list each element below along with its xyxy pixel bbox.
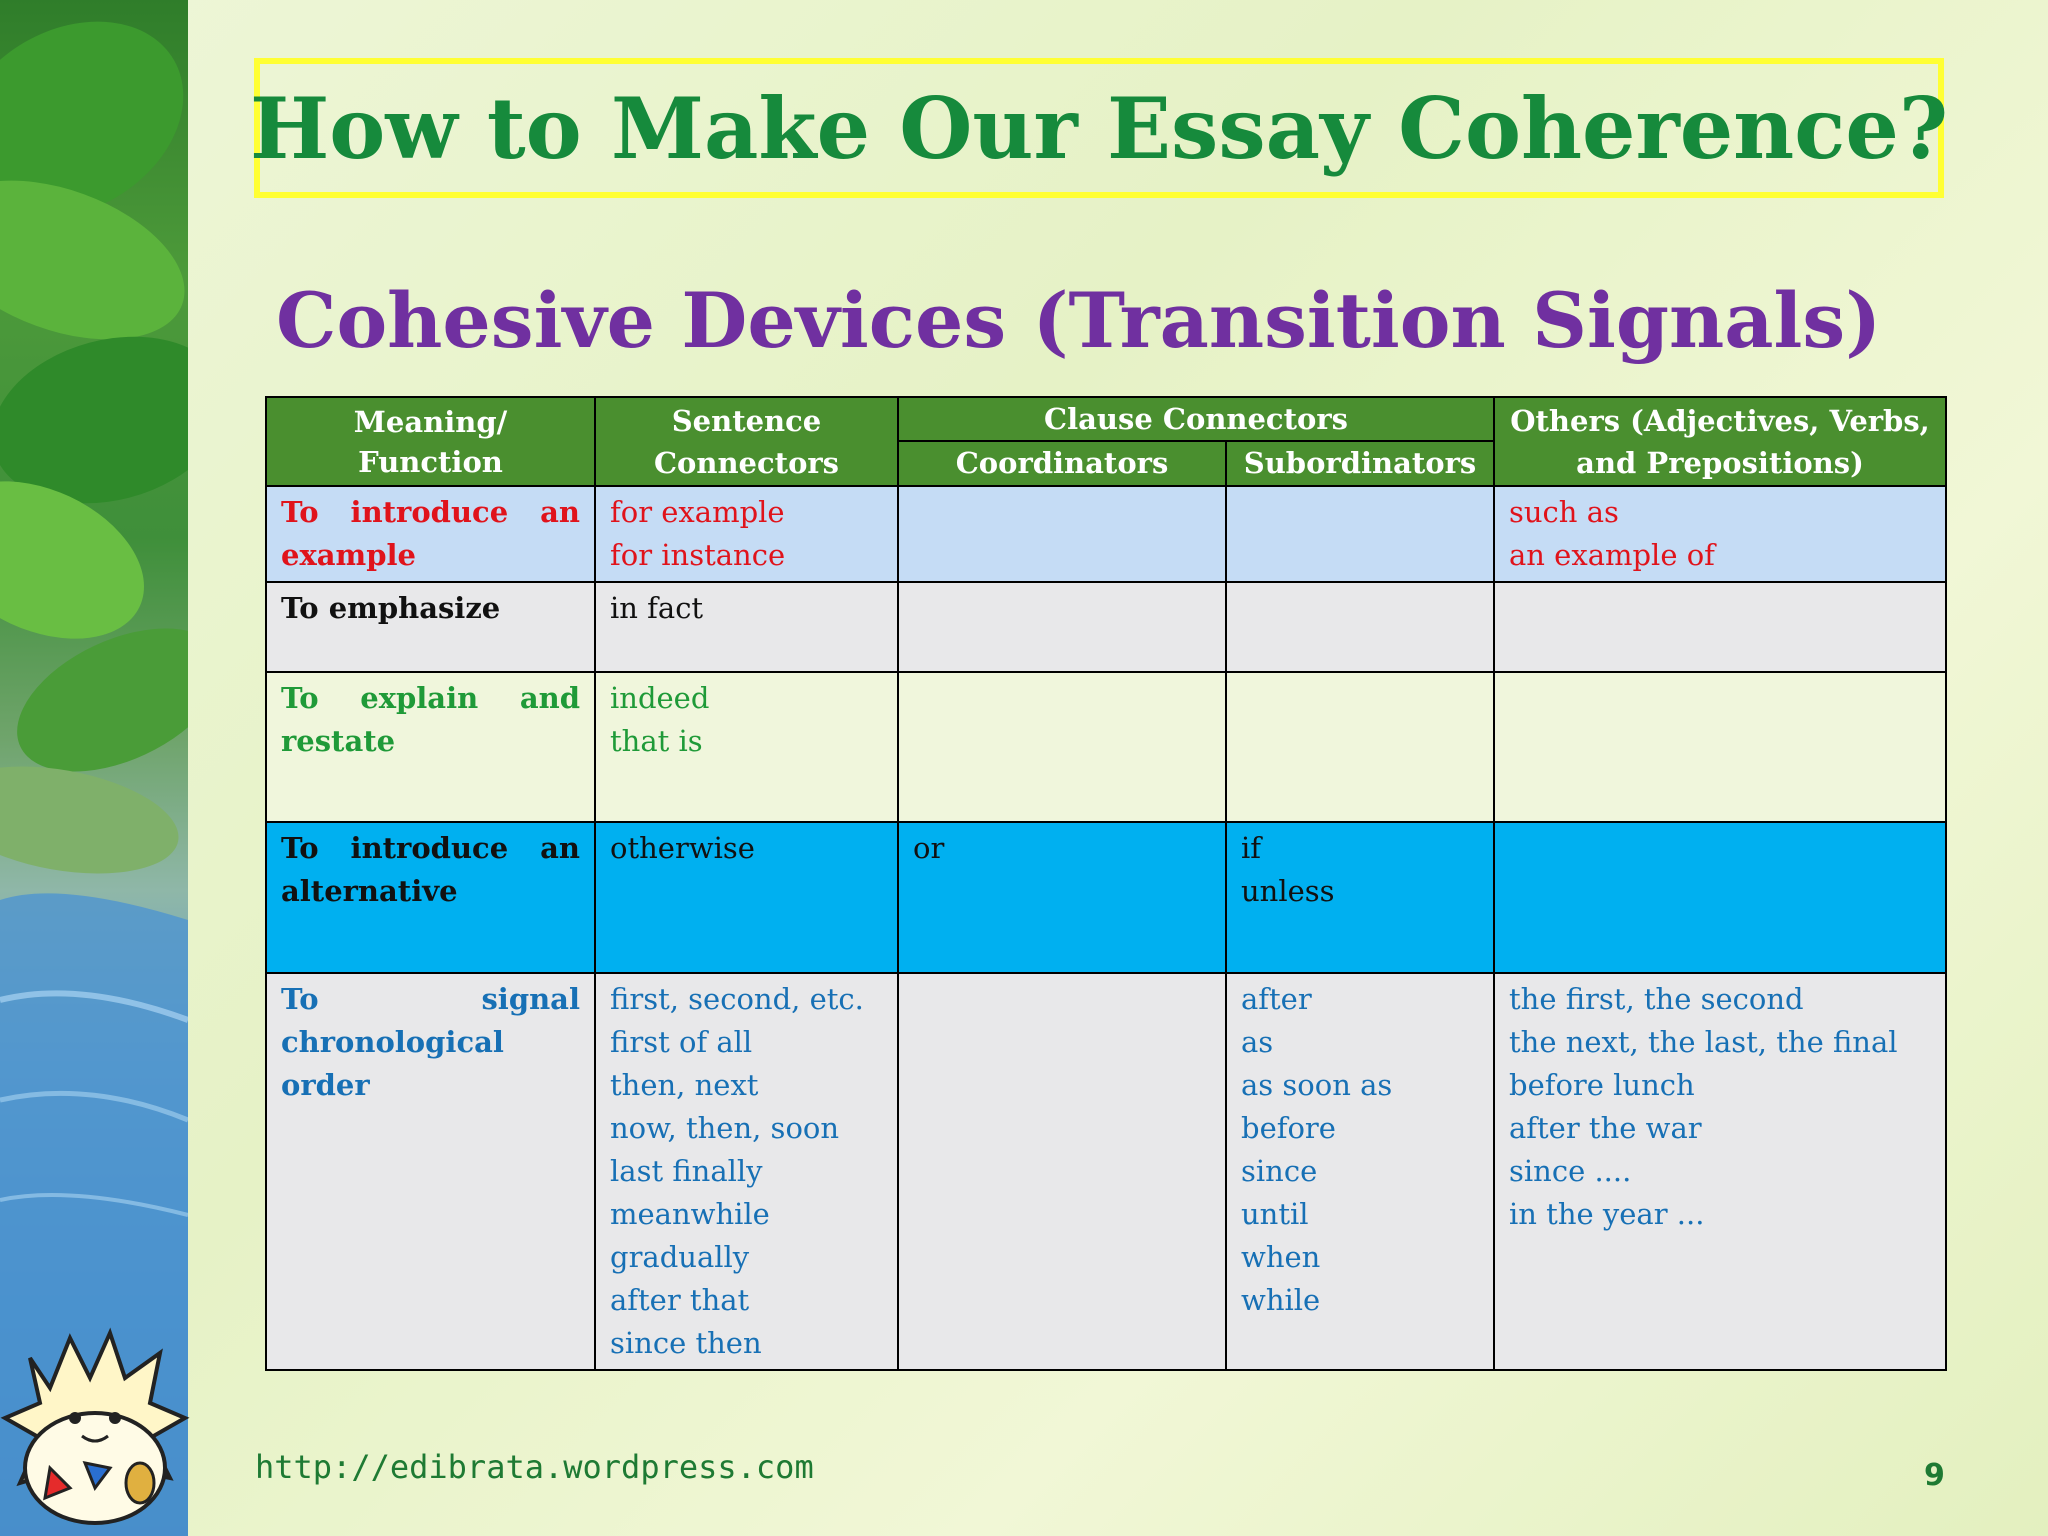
others-cell (1494, 582, 1946, 672)
title-frame (249, 58, 1949, 198)
connector-item: meanwhile (610, 1197, 770, 1231)
subordinators-cell (1226, 486, 1494, 582)
coordinators-cell (898, 822, 1226, 973)
meaning-cell: To introduce an alternative (266, 822, 595, 973)
connector-item: gradually (610, 1240, 750, 1274)
connector-item: first, second, etc. (610, 982, 864, 1016)
header-others (1494, 397, 1946, 486)
connector-item: after that (610, 1283, 750, 1317)
coordinators-cell (898, 486, 1226, 582)
header-others-line: Others (Adjectives, Verbs, (1510, 403, 1930, 438)
coordinators-cell (898, 672, 1226, 822)
sentence-connectors-cell (595, 582, 898, 672)
connector-item: that is (610, 724, 703, 758)
connector-item: since then (610, 1326, 762, 1360)
others-item: the first, the second (1509, 982, 1804, 1016)
sentence-connectors-cell (595, 822, 898, 973)
header-subordinators: Subordinators (1226, 441, 1494, 486)
coordinator-item: or (913, 831, 945, 865)
meaning-cell: To explain and restate (266, 672, 595, 822)
subordinators-cell (1226, 822, 1494, 973)
connector-item: for instance (610, 538, 786, 572)
subordinator-item: unless (1241, 874, 1335, 908)
others-item: after the war (1509, 1111, 1702, 1145)
header-clause-connectors: Clause Connectors (898, 397, 1494, 441)
others-item: before lunch (1509, 1068, 1695, 1102)
togepi-mascot-image (0, 1318, 190, 1536)
subordinator-item: until (1241, 1197, 1309, 1231)
meaning-cell: To emphasize (266, 582, 595, 672)
header-sentence-line: Sentence (671, 403, 822, 438)
subordinator-item: before (1241, 1111, 1336, 1145)
sentence-connectors-cell (595, 486, 898, 582)
header-sentence-line: Connectors (653, 445, 840, 480)
others-cell (1494, 822, 1946, 973)
connector-item: indeed (610, 681, 710, 715)
subordinator-item: while (1241, 1283, 1321, 1317)
connector-item: in fact (610, 591, 704, 625)
connector-item: otherwise (610, 831, 755, 865)
table-row (266, 973, 1946, 1370)
table-row (266, 582, 1946, 672)
meaning-cell: To introduce an example (266, 486, 595, 582)
subordinators-cell (1226, 973, 1494, 1370)
subordinators-cell (1226, 672, 1494, 822)
others-cell (1494, 973, 1946, 1370)
table-row (266, 822, 1946, 973)
others-item: such as (1509, 495, 1619, 529)
others-item: in the year ... (1509, 1197, 1705, 1231)
subordinator-item: when (1241, 1240, 1321, 1274)
others-item: an example of (1509, 538, 1715, 572)
others-item: the next, the last, the final (1509, 1025, 1898, 1059)
subordinator-item: since (1241, 1154, 1318, 1188)
coordinators-cell (898, 582, 1226, 672)
coordinators-cell (898, 973, 1226, 1370)
sentence-connectors-cell (595, 973, 898, 1370)
connector-item: last finally (610, 1154, 763, 1188)
decorative-side-strip (0, 0, 188, 1536)
footer-url: http://edibrata.wordpress.com (255, 1448, 814, 1486)
subordinator-item: after (1241, 982, 1312, 1016)
connector-item: then, next (610, 1068, 759, 1102)
connector-item: for example (610, 495, 785, 529)
subordinator-item: as (1241, 1025, 1274, 1059)
sentence-connectors-cell (595, 672, 898, 822)
header-sentence-connectors (595, 397, 898, 486)
leaves-and-water-image (0, 0, 188, 1536)
table-row (266, 486, 1946, 582)
subordinator-item: if (1241, 831, 1262, 865)
connector-item: now, then, soon (610, 1111, 840, 1145)
header-coordinators: Coordinators (898, 441, 1226, 486)
subordinator-item: as soon as (1241, 1068, 1393, 1102)
connector-item: first of all (610, 1025, 753, 1059)
slide-title: How to Make Our Essay Coherence? (249, 78, 1949, 178)
header-meaning: Meaning/ Function (266, 397, 595, 486)
meaning-cell: To signal chronological order (266, 973, 595, 1370)
page-number: 9 (1924, 1458, 1945, 1493)
slide-subtitle: Cohesive Devices (Transition Signals) (276, 276, 1882, 365)
others-cell (1494, 486, 1946, 582)
others-cell (1494, 672, 1946, 822)
transition-signals-table (265, 396, 1947, 1371)
table-row (266, 672, 1946, 822)
others-item: since .... (1509, 1154, 1632, 1188)
subordinators-cell (1226, 582, 1494, 672)
header-others-line: and Prepositions) (1576, 445, 1864, 480)
